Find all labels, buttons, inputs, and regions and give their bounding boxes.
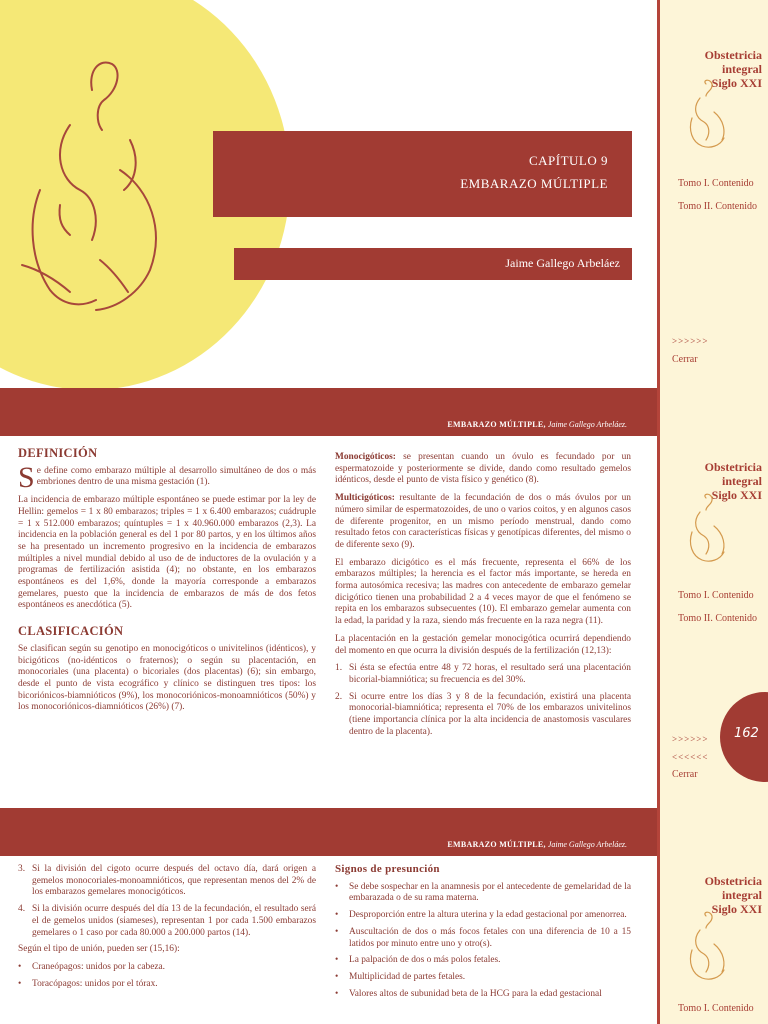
dicigotico-paragraph: El embarazo dicigótico es el más frecuente, representa el 66% de los embarazos múltiples; la herencia es el factor más importante, se hereda en forma autosómica recesiva; las madres con antecedente de embarazo gemelar dicigótico tienen una probabilidad 2 a 4 veces mayor de que el fenómeno se repita en los embarazos subsecuentes (10). El embarazo gemelar aumenta con la edad, la paridad y la raza, siendo más frecuente en la raza negra (11).: [335, 557, 631, 627]
page-number: 162: [734, 726, 759, 741]
sidebar-title-line2: Siglo XXI: [711, 488, 762, 502]
list-text: Multiplicidad de partes fetales.: [349, 971, 466, 982]
author-box: [234, 248, 632, 280]
list-item: [335, 692, 631, 739]
sidebar-title-line2: Siglo XXI: [711, 76, 762, 90]
clasificacion-paragraph: Se clasifican según su genotipo en monocigóticos o univitelinos (idénticos), y bicigóticos (no-idénticos o fraternos); o según su placentación, en monocoriales (una placenta) o bicoriales (dos placentas) (6); sin embargo, desde el punto de vista ecográfico y clínico se distinguen tres tipos: los bicoriónicos-biamnióticos (9%), los monocoriónicos-monoamnióticos (50%) y los monocoriónicos-diamnióticos (26%) (7).: [18, 643, 316, 713]
incidencia-paragraph: La incidencia de embarazo múltiple espontáneo se puede estimar por la ley de Hellin: gemelos = 1 x 80 embarazos; triples = 1 x 6.400 embarazos; cuádruple = 1 x 512.000 embarazos; quíntuples = 1 x 40.960.000 embarazos (2,3). La incidencia en la población general es del 1 por 80 partos, y en los últimos años se ha presentado un incremento progresivo en la incidencia de embarazos múltiples a nivel mundial debido al uso de de inductores de la ovulación y a programas de fertilización asistida (4); no obstante, en los embarazos espontáneos es del 1,6%, donde la mayoría corresponde a embarazos gemelares, puesto que la incidencia de embarazos de más de dos fetos espontáneos es anecdótica (5).: [18, 495, 316, 611]
pregnant-woman-illustration: [0, 30, 200, 320]
tomo1-link[interactable]: Tomo I. Contenido: [678, 590, 754, 601]
list-marker: •: [335, 988, 339, 999]
multicigoticos-text: resultante de la fecundación de dos o más óvulos por un número similar de espermatozoides, de uno o varios coitos, y en algunos casos de diferente progenitor, en un mismo período menstrual, dando como resultado fetos con características físicas y genotípicas diferentes, del mismo o de diferente sexo (9).: [335, 493, 631, 550]
chapter-number: CAPÍTULO 9: [528, 153, 608, 168]
list-marker: 4.: [18, 904, 26, 915]
list-item: [335, 927, 631, 950]
list-text: Se debe sospechar en la anamnesis por el antecedente de gemelaridad de la embarazada o de su rama materna.: [349, 881, 631, 904]
division-list: [18, 864, 316, 939]
placentacion-paragraph: La placentación en la gestación gemelar monocigótica ocurrirá dependiendo del momento en que ocurra la división después de la fertilización (12,13):: [335, 633, 631, 656]
sidebar-title-line2: Siglo XXI: [711, 902, 762, 916]
list-item: [335, 910, 631, 922]
list-text: Auscultación de dos o más focos fetales con una diferencia de 10 a 15 latidos por minuto entre uno y otro(s).: [349, 926, 631, 949]
close-link[interactable]: Cerrar: [672, 769, 698, 780]
list-text: Si ésta se efectúa entre 48 y 72 horas, el resultado será una placentación bicorial-biamniótica; su frecuencia es del 30%.: [349, 663, 631, 685]
list-text: Desproporción entre la altura uterina y la edad gestacional por amenorrea.: [349, 910, 627, 921]
woman-logo-icon: [682, 78, 734, 150]
content-page-2: [0, 808, 768, 1024]
content-page-1: [0, 388, 768, 808]
woman-logo-icon: [682, 492, 734, 564]
woman-logo-icon: [682, 910, 734, 982]
list-item: [18, 864, 316, 899]
sidebar: [657, 808, 768, 1024]
list-item: [18, 904, 316, 939]
placentacion-list: [335, 663, 631, 738]
header-band: [0, 808, 657, 856]
tomo2-link[interactable]: Tomo II. Contenido: [678, 201, 758, 212]
list-item: [335, 663, 631, 686]
drop-cap: S: [18, 460, 35, 494]
author-name: Jaime Gallego Arbeláez: [505, 256, 620, 270]
running-head-title: EMBARAZO MÚLTIPLE,: [447, 840, 546, 849]
list-item: [335, 882, 631, 905]
list-text: Craneópagos: unidos por la cabeza.: [32, 961, 166, 972]
definicion-heading: DEFINICIÓN: [18, 446, 98, 460]
multicigoticos-paragraph: [335, 493, 631, 552]
list-text: Si la división ocurre después del día 13 de la fecundación, el resultado será el de gemelos unidos (siameses), representan 1 por cada 1.500 embarazos gemelares o 1 caso por cada 80.000 a 200.000 partos (14).: [32, 904, 316, 938]
left-column: [18, 448, 316, 720]
monocigoticos-text: se presentan cuando un óvulo es fecundado por un espermatozoide y posteriormente se divide, dando como resultado gemelos idénticos, desde el punto de vista físico y genético (8).: [335, 452, 631, 486]
running-head: [447, 840, 627, 849]
list-marker: 3.: [18, 864, 26, 874]
running-head: [447, 420, 627, 429]
signos-heading: Signos de presunción: [335, 863, 440, 875]
sidebar-title-line1: Obstetricia integral: [704, 460, 762, 488]
monocigoticos-label: Monocigóticos:: [335, 452, 396, 462]
left-column: [18, 864, 316, 995]
running-head-author: Jaime Gallego Arbeláez.: [547, 840, 627, 849]
running-head-title: EMBARAZO MÚLTIPLE,: [447, 420, 546, 429]
list-item: [18, 979, 316, 991]
union-list: [18, 962, 316, 990]
list-text: La palpación de dos o más polos fetales.: [349, 955, 501, 966]
list-marker: •: [335, 926, 339, 937]
multicigoticos-label: Multicigóticos:: [335, 493, 395, 504]
next-page-arrows[interactable]: >>>>>>: [672, 734, 709, 744]
list-marker: 1.: [335, 663, 343, 674]
tomo1-link[interactable]: Tomo I. Contenido: [678, 1003, 754, 1014]
list-marker: •: [335, 955, 339, 966]
list-marker: 2.: [335, 691, 343, 702]
list-item: [18, 962, 316, 974]
sidebar-title-line1: Obstetricia integral: [704, 48, 762, 76]
definicion-paragraph: [18, 460, 316, 494]
signos-list: [335, 882, 631, 1001]
definicion-text: e define como embarazo múltiple al desarrollo simultáneo de dos o más embriones dentro de una misma gestación (1).: [36, 465, 316, 488]
tomo1-link[interactable]: Tomo I. Contenido: [678, 178, 754, 189]
sidebar-title-line1: Obstetricia integral: [704, 874, 762, 902]
close-link[interactable]: Cerrar: [672, 354, 698, 365]
list-text: Si la división del cigoto ocurre después del octavo día, dará origen a gemelos monocoriales-monoamnióticos, que representan menos del 2% de los embarazos gemelares monocigóticos.: [32, 864, 316, 898]
chapter-title-box: [213, 131, 632, 217]
cover-page: [0, 0, 768, 388]
sidebar: [657, 0, 768, 388]
right-column: [335, 864, 631, 1005]
list-marker: •: [335, 910, 339, 921]
list-marker: •: [18, 978, 22, 989]
list-text: Toracópagos: unidos por el tórax.: [32, 978, 158, 989]
list-text: Valores altos de subunidad beta de la HCG para la edad gestacional: [349, 988, 602, 999]
next-page-arrows[interactable]: >>>>>>: [672, 336, 709, 346]
list-marker: •: [18, 961, 22, 972]
list-text: Si ocurre entre los días 3 y 8 de la fecundación, existirá una placenta monocorial-biamniótica; representa el 70% de los embarazos univitelinos (tiene importancia clínica por la alta incidencia de anastomosis vasculares dentro de la placenta).: [349, 691, 631, 737]
list-item: [335, 989, 631, 1001]
monocigoticos-paragraph: [335, 452, 631, 487]
tomo2-link[interactable]: Tomo II. Contenido: [678, 613, 758, 624]
chapter-title: EMBARAZO MÚLTIPLE: [460, 176, 608, 191]
list-marker: •: [335, 881, 339, 892]
list-item: [335, 955, 631, 967]
union-paragraph: Según el tipo de unión, pueden ser (15,16):: [18, 944, 180, 955]
running-head-author: Jaime Gallego Arbeláez.: [547, 420, 627, 429]
header-band: [0, 388, 657, 436]
right-column: [335, 452, 631, 743]
list-item: [335, 972, 631, 984]
list-marker: •: [335, 971, 339, 982]
clasificacion-heading: CLASIFICACIÓN: [18, 624, 124, 639]
prev-page-arrows[interactable]: <<<<<<: [672, 752, 709, 762]
